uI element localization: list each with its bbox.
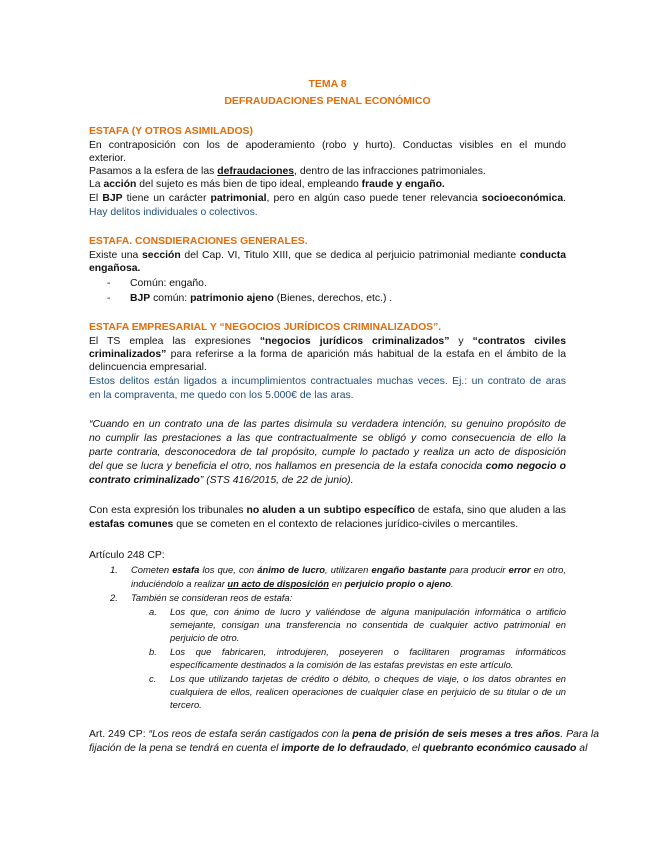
- sublist-letter: a.: [149, 606, 157, 617]
- quote-line: contrato criminalizado” (STS 416/2015, de 22 de junio).: [89, 475, 354, 486]
- sublist-letter: c.: [149, 673, 157, 684]
- paragraph-line: El BJP tiene un carácter patrimonial, pero en algún caso puede tener relevancia socioeconómica.: [89, 193, 566, 204]
- page-subtitle: DEFRAUDACIONES PENAL ECONÓMICO: [224, 95, 431, 107]
- sublist-item-line: tercero.: [170, 699, 202, 710]
- bullet-item: Común: engaño.: [130, 278, 207, 289]
- sublist-item-line: Los que fabricaren, introdujeren, poseyeren o facilitaren programas informáticos: [170, 646, 566, 657]
- note-line: Estos delitos están ligados a incumplimientos contractuales muchas veces. Ej.: un contrato de aras: [89, 376, 566, 387]
- bullet-item: BJP común: patrimonio ajeno (Bienes, derechos, etc.) .: [130, 293, 393, 304]
- page-title: TEMA 8: [308, 78, 347, 90]
- paragraph-line: criminalizados” para referirse a la forma de aparición más habitual de la estafa en el ámbito de la: [89, 349, 566, 360]
- paragraph-line: estafas comunes que se cometen en el contexto de relaciones jurídico-civiles o mercantiles.: [89, 519, 519, 530]
- list-number: 2.: [110, 592, 118, 603]
- sublist-item-line: Los que, con ánimo de lucro y valiéndose de alguna manipulación informática o artificio: [170, 606, 566, 617]
- list-item-line: Cometen estafa los que, con ánimo de lucro, utilizaren engaño bastante para producir error en otro,: [131, 564, 567, 575]
- paragraph-line: fijación de la pena se tendrá en cuenta el importe de lo defraudado, el quebranto económico causado al: [89, 743, 588, 754]
- paragraph-line: engañosa.: [89, 263, 141, 274]
- list-number: 1.: [110, 564, 118, 575]
- sublist-item-line: cualquiera de ellos, realicen operaciones de cualquier clase en perjuicio de su titular o de un: [170, 686, 566, 697]
- article-title: Artículo 248 CP:: [89, 550, 165, 561]
- quote-line: “Cuando en un contrato una de las partes disimula su verdadera intención, su genuino propósito de: [89, 419, 566, 430]
- paragraph-line: exterior.: [89, 153, 126, 164]
- quote-line: no cumplir las prestaciones a las que contractualmente se obligó y como consecuencia de ello la: [89, 433, 566, 444]
- paragraph-line: Pasamos a la esfera de las defraudaciones, dentro de las infracciones patrimoniales.: [89, 166, 486, 177]
- sublist-item-line: perjuicio de otro.: [170, 632, 240, 643]
- list-item-line: induciéndolo a realizar un acto de disposición en perjuicio propio o ajeno.: [131, 578, 454, 589]
- note-line: Hay delitos individuales o colectivos.: [89, 207, 258, 218]
- sublist-item-line: Los que utilizando tarjetas de crédito o débito, o cheques de viaje, o los datos obrantes en: [170, 673, 566, 684]
- note-line: en la compraventa, me quedo con los 5.000€ de las aras.: [89, 390, 354, 401]
- sublist-item-line: semejante, consigan una transferencia no consentida de cualquier activo patrimonial en: [170, 619, 566, 630]
- section-heading-empresarial: ESTAFA EMPRESARIAL Y “NEGOCIOS JURÍDICOS CRIMINALIZADOS”.: [89, 322, 442, 333]
- section-heading-estafa: ESTAFA (Y OTROS ASIMILADOS): [89, 126, 253, 137]
- sublist-letter: b.: [149, 646, 157, 657]
- paragraph-line: La acción del sujeto es más bien de tipo ideal, empleando fraude y engaño.: [89, 179, 445, 190]
- quote-line: del que se lucra y beneficia el otro, nos hallamos en presencia de la estafa conocida como negocio o: [89, 461, 567, 472]
- bullet-dash: -: [107, 278, 111, 289]
- sublist-item-line: específicamente destinados a la comisión de las estafas previstas en este artículo.: [170, 659, 514, 670]
- paragraph-line: Art. 249 CP: “Los reos de estafa serán castigados con la pena de prisión de seis meses a tres años. Para la: [89, 729, 599, 740]
- paragraph-line: El TS emplea las expresiones “negocios jurídicos criminalizados” y “contratos civiles: [89, 336, 566, 347]
- quote-line: parte contraria, desconocedora de tal propósito, cumple lo pactado y realiza un acto de disposición: [89, 447, 566, 458]
- bullet-dash: -: [107, 293, 111, 304]
- paragraph-line: delincuencia empresarial.: [89, 362, 207, 373]
- paragraph-line: Existe una sección del Cap. VI, Titulo XIII, que se dedica al perjuicio patrimonial mediante conducta: [89, 250, 566, 261]
- section-heading-consideraciones: ESTAFA. CONSDIERACIONES GENERALES.: [89, 236, 308, 247]
- paragraph-line: Con esta expresión los tribunales no aluden a un subtipo específico de estafa, sino que aluden a las: [89, 505, 566, 516]
- paragraph-line: En contraposición con los de apoderamiento (robo y hurto). Conductas visibles en el mundo: [89, 140, 566, 151]
- list-item-line: También se consideran reos de estafa:: [131, 592, 293, 603]
